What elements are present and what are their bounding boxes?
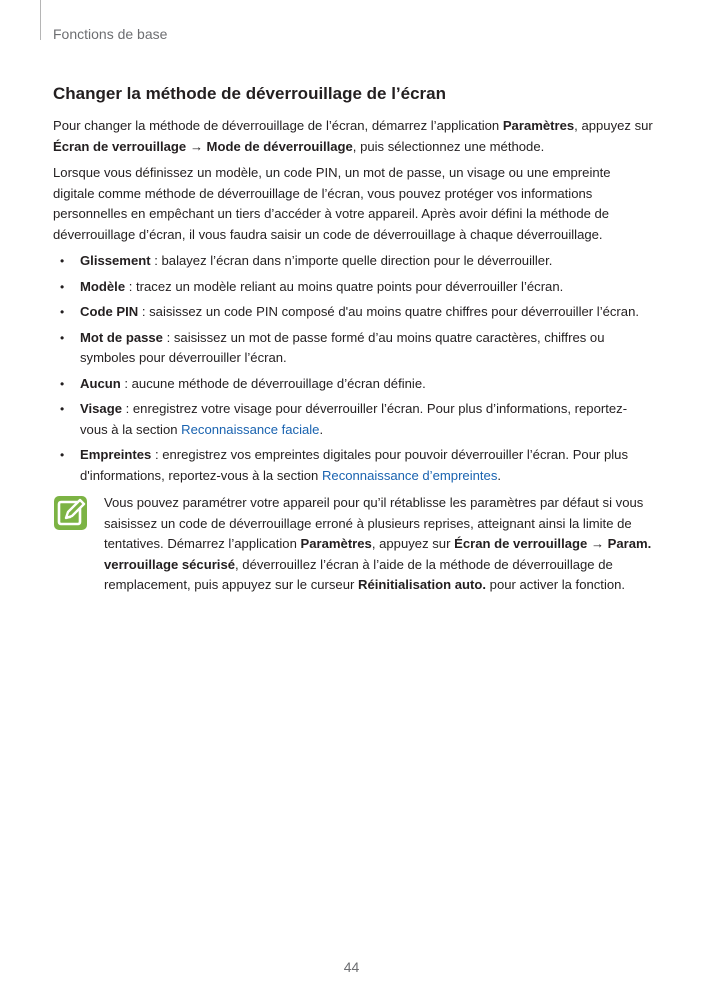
page-number: 44	[343, 959, 360, 975]
method-term: Code PIN	[80, 304, 139, 319]
method-desc: : aucune méthode de déverrouillage d’écran définie.	[120, 375, 426, 391]
note-text	[104, 493, 653, 596]
note-path-term: Écran de verrouillage → Param. verrouillage sécurisé	[104, 536, 652, 572]
note-pencil-icon	[54, 496, 87, 530]
fingerprint-recognition-link[interactable]: Reconnaissance d’empreintes	[321, 467, 498, 483]
method-desc: : saisissez un code PIN composé d'au moins quatre chiffres pour déverrouiller l’écran.	[138, 304, 639, 319]
note-switch-term: Réinitialisation auto.	[358, 577, 487, 592]
intro-settings-term: Paramètres	[502, 118, 575, 133]
bullet-icon: •	[60, 279, 65, 294]
note-box	[53, 493, 653, 596]
note-text-part: pour activer la fonction.	[486, 577, 626, 592]
list-item-modele	[53, 277, 653, 298]
note-settings-term: Paramètres	[300, 536, 372, 551]
bullet-icon: •	[60, 448, 65, 462]
face-recognition-link[interactable]: Reconnaissance faciale	[181, 421, 320, 437]
method-desc-end: .	[497, 467, 502, 483]
margin-rule	[40, 0, 41, 40]
list-item-empreintes	[53, 445, 653, 486]
method-desc: : saisissez un mot de passe formé d’au moins quatre caractères, chiffres ou symboles pour déverrouiller l’écran.	[80, 329, 605, 365]
bullet-icon: •	[60, 330, 65, 345]
bullet-icon: •	[60, 254, 65, 268]
method-term: Glissement	[80, 253, 151, 268]
intro-text: , puis sélectionnez une méthode.	[352, 138, 545, 154]
list-item-glissement	[53, 251, 653, 272]
page-title: Changer la méthode de déverrouillage de l’écran	[53, 84, 447, 103]
method-term: Mot de passe	[80, 329, 163, 345]
method-desc: : enregistrez vos empreintes digitales pour pouvoir déverrouiller l’écran. Pour plus d'informations, reportez-vous à la section	[80, 447, 629, 483]
list-item-visage	[53, 399, 653, 440]
intro-text: , appuyez sur	[574, 118, 653, 133]
method-desc-end: .	[319, 421, 324, 437]
method-term: Empreintes	[80, 447, 152, 462]
method-desc: : balayez l’écran dans n’importe quelle direction pour le déverrouiller.	[150, 253, 553, 268]
method-desc: : enregistrez votre visage pour déverrouiller l’écran. Pour plus d’informations, reportez-vous à la section	[80, 401, 628, 437]
bullet-icon: •	[60, 376, 65, 391]
list-item-code-pin	[53, 302, 653, 323]
page-content	[53, 84, 653, 596]
method-term: Aucun	[80, 375, 121, 391]
list-item-mot-de-passe	[53, 328, 653, 369]
note-text-part: , déverrouillez l’écran à l’aide de la méthode de déverrouillage de remplacement, puis appuyez sur le curseur	[104, 556, 613, 592]
method-term: Visage	[80, 401, 122, 416]
section-header: Fonctions de base	[53, 26, 168, 42]
list-item-aucun	[53, 374, 653, 395]
description-paragraph: Lorsque vous définissez un modèle, un code PIN, un mot de passe, un visage ou une empreinte digitale comme méthode de déverrouillage de l’écran, vous pouvez protéger vos informations personnelles en empêchant un tiers d’accéder à votre appareil. Après avoir défini la méthode de déverrouillage d’écran, il vous faudra saisir un code de déverrouillage à chaque déverrouillage.	[53, 165, 611, 242]
note-text-part: Vous pouvez paramétrer votre appareil pour qu’il rétablisse les paramètres par défaut si vous saisissez un code de déverrouillage erroné à plusieurs reprises, atteignant ainsi la limite de tentatives. Démarrez l’application	[104, 495, 644, 551]
unlock-methods-list	[53, 251, 653, 486]
note-text-part: , appuyez sur	[371, 536, 455, 551]
intro-paragraph	[53, 116, 653, 157]
method-desc: : tracez un modèle reliant au moins quatre points pour déverrouiller l’écran.	[125, 278, 564, 294]
bullet-icon: •	[60, 305, 65, 319]
intro-path-term: Écran de verrouillage → Mode de déverrouillage	[53, 138, 353, 154]
method-term: Modèle	[80, 278, 126, 294]
intro-text: Pour changer la méthode de déverrouillage de l’écran, démarrez l’application	[53, 118, 503, 133]
bullet-icon: •	[60, 402, 65, 416]
